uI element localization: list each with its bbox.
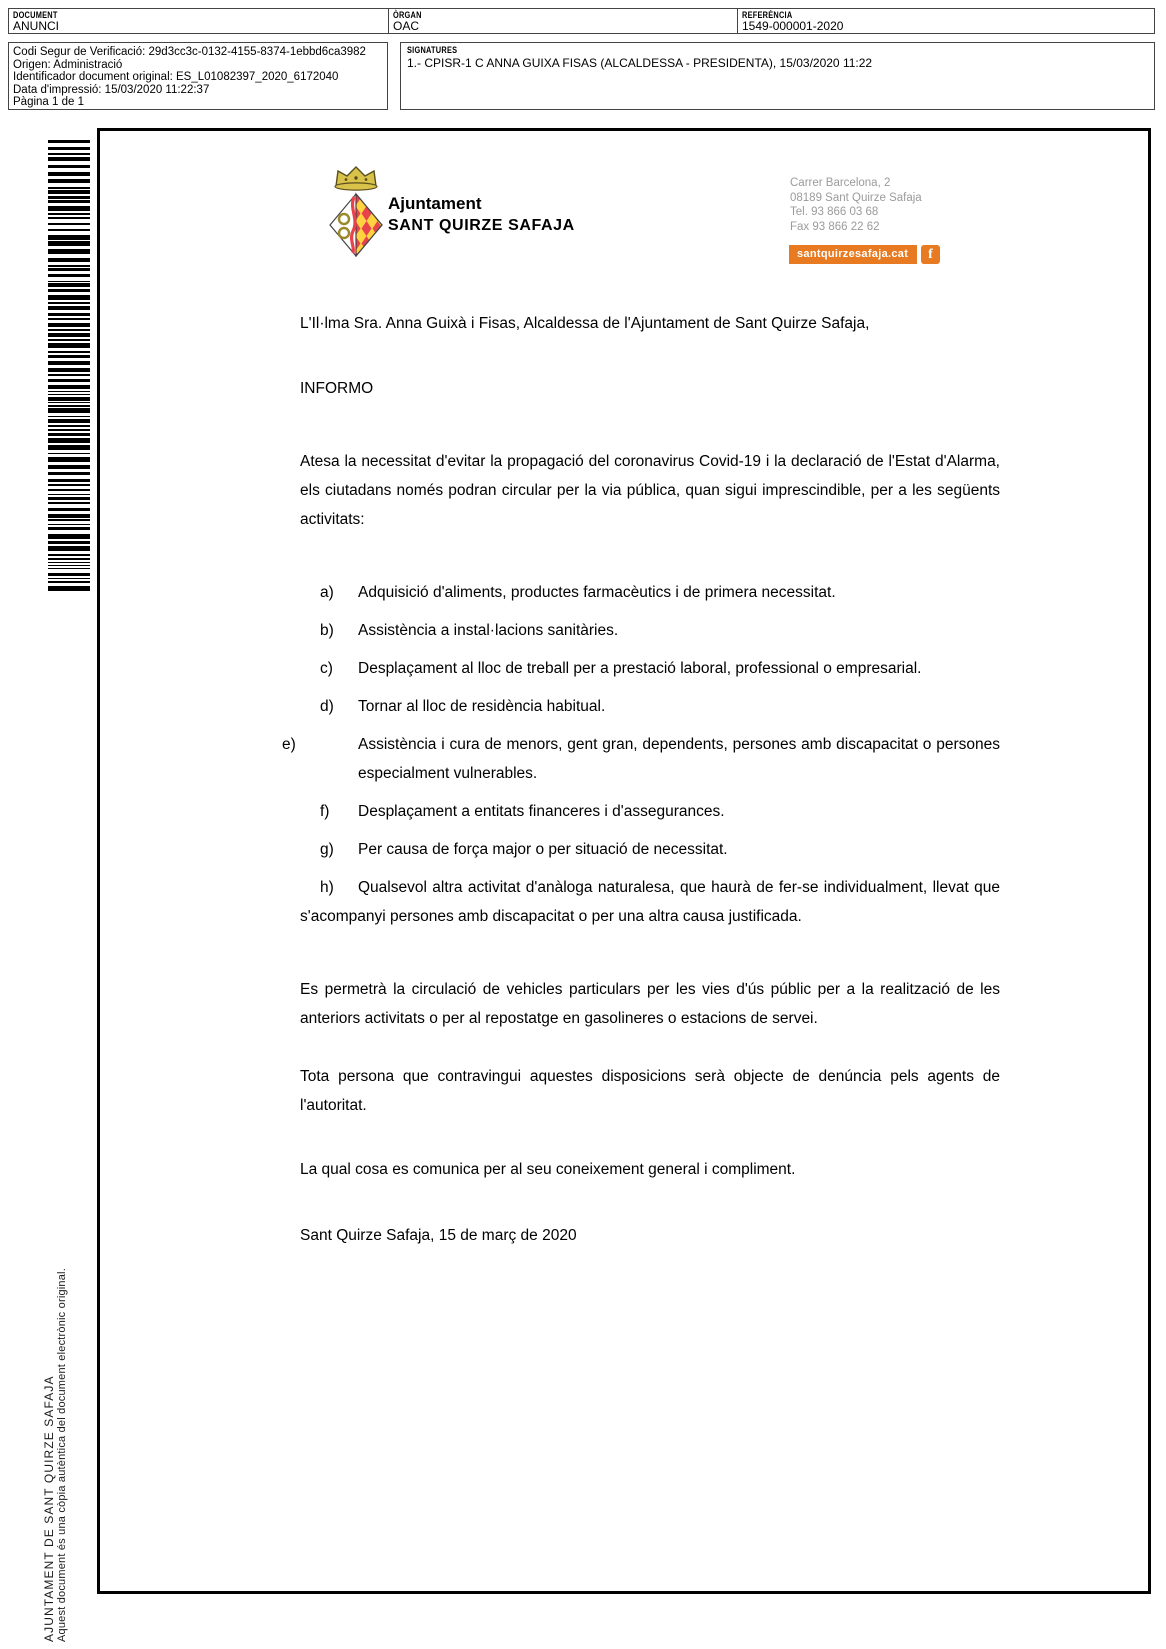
list-item-c (300, 654, 1000, 683)
list-text: Desplaçament a entitats financeres i d'assegurances. (358, 803, 725, 820)
verification-line: Codi Segur de Verificació: 29d3cc3c-0132-4155-8374-1ebbd6ca3982 (13, 46, 366, 58)
header-cell-document (9, 9, 388, 33)
list-marker: g) (320, 841, 334, 858)
list-marker: b) (320, 622, 334, 639)
verification-box (8, 42, 388, 110)
crown-icon (335, 167, 377, 190)
header-meta-table (8, 8, 1155, 34)
document-value: ANUNCI (13, 19, 60, 33)
address-block (790, 176, 922, 234)
address-line: Carrer Barcelona, 2 (790, 177, 891, 189)
list-marker: h) (320, 879, 334, 896)
signatures-label: SIGNATURES (407, 45, 458, 55)
list-item-a (300, 578, 1000, 607)
reference-value: 1549-000001-2020 (742, 19, 844, 33)
list-marker: d) (320, 698, 334, 715)
municipal-coat-of-arms-icon (328, 161, 384, 257)
page-frame (97, 128, 1151, 1594)
signature-entry: 1.- CPISR-1 C ANNA GUIXA FISAS (ALCALDESSA - PRESIDENTA), 15/03/2020 11:22 (407, 56, 873, 70)
intro-paragraph: Atesa la necessitat d'evitar la propagació del coronavirus Covid-19 i la declaració de l'Estat d'Alarma, els ciutadans només podran circular per la via pública, quan sigui imprescindible, per a les següents activitats: (300, 453, 1000, 528)
document-label: DOCUMENT (13, 10, 58, 20)
letter-body (282, 309, 1000, 1250)
list-text: Assistència a instal·lacions sanitàries. (358, 622, 619, 639)
dateline: Sant Quirze Safaja, 15 de març de 2020 (300, 1227, 577, 1244)
organ-label: ÒRGAN (393, 10, 422, 20)
facebook-icon: f (921, 245, 940, 264)
org-name-vertical: AJUNTAMENT DE SANT QUIRZE SAFAJA (42, 1375, 56, 1642)
list-text: Qualsevol altra activitat d'anàloga naturalesa, que haurà de fer-se individualment, llevat que s'acompanyi persones amb discapacitat o per una altra causa justificada. (300, 879, 1000, 925)
body-paragraph: La qual cosa es comunica per al seu coneixement general i compliment. (300, 1161, 796, 1178)
address-line: 08189 Sant Quirze Safaja (790, 191, 922, 204)
verification-line: Identificador document original: ES_L01082397_2020_6172040 (13, 71, 339, 84)
body-paragraph: Tota persona que contravingui aquestes disposicions serà objecte de denúncia pels agents de l'autoritat. (300, 1068, 1000, 1114)
informo-heading: INFORMO (300, 380, 374, 397)
list-item-h (300, 873, 1000, 931)
brand-line-1: Ajuntament (388, 194, 482, 213)
header-cell-organ (388, 9, 737, 33)
barcode (48, 140, 90, 602)
list-marker: c) (320, 660, 333, 677)
list-item-b (300, 616, 1000, 645)
letterhead-brand (388, 193, 575, 237)
verification-line: Data d'impressió: 15/03/2020 11:22:37 (13, 83, 210, 96)
brand-line-2: SANT QUIRZE SAFAJA (388, 217, 575, 234)
address-line: Tel. 93 866 03 68 (790, 206, 879, 218)
authenticity-note: Aquest document és una còpia autèntica del document electrònic original. (56, 1268, 68, 1642)
address-line: Fax 93 866 22 62 (790, 220, 880, 233)
header-cell-reference (737, 9, 1154, 33)
list-marker: e) (282, 736, 296, 753)
list-item-d (300, 692, 1000, 721)
body-paragraph: Es permetrà la circulació de vehicles particulars per les vies d'ús públic per a la realització de les anteriors activitats o per al repostatge en gasolineres o estacions de servei. (300, 981, 1000, 1027)
list-marker: a) (320, 584, 334, 601)
list-text: Tornar al lloc de residència habitual. (358, 698, 606, 715)
list-item-e (282, 730, 1000, 788)
list-item-f (300, 797, 1000, 826)
verification-line: Origen: Administració (13, 58, 123, 71)
salutation: L'Il·lma Sra. Anna Guixà i Fisas, Alcaldessa de l'Ajuntament de Sant Quirze Safaja, (300, 315, 870, 332)
verification-line: Pàgina 1 de 1 (13, 96, 84, 109)
sidebar-vertical-text (42, 1122, 69, 1642)
signatures-box (400, 42, 1155, 110)
shield-icon (330, 194, 382, 256)
list-text: Assistència i cura de menors, gent gran, dependents, persones amb discapacitat o persones especialment vulnerables. (358, 736, 1000, 782)
organ-value: OAC (393, 19, 420, 33)
website-label: santquirzesafaja.cat (789, 245, 917, 264)
list-marker: f) (320, 803, 330, 820)
list-item-g (300, 835, 1000, 864)
list-text: Per causa de força major o per situació de necessitat. (358, 841, 728, 858)
list-text: Desplaçament al lloc de treball per a prestació laboral, professional o empresarial. (358, 660, 922, 677)
list-text: Adquisició d'aliments, productes farmacèutics i de primera necessitat. (358, 584, 836, 601)
reference-label: REFERÈNCIA (742, 10, 793, 20)
